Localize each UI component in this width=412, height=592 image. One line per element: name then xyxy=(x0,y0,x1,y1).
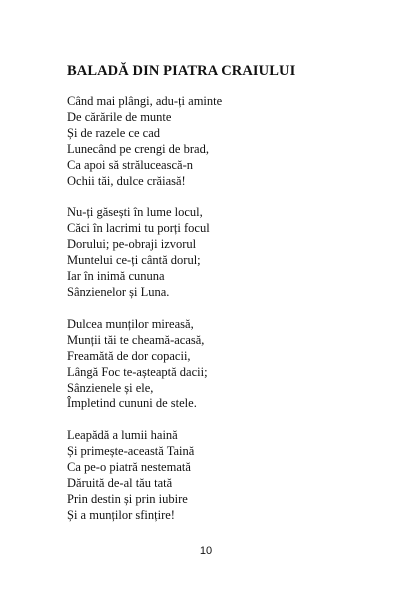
stanza xyxy=(67,428,367,523)
poem-line: Lângă Foc te-așteaptă dacii; xyxy=(67,364,208,379)
poem-line: Dăruită de-al tău tată xyxy=(67,476,173,491)
stanza xyxy=(67,205,367,300)
poem-line: Împletind cununi de stele. xyxy=(67,396,197,411)
poem-line: Și a munților sfințire! xyxy=(67,507,175,522)
poem-line: Ochii tăi, dulce crăiasă! xyxy=(67,173,186,188)
stanza xyxy=(67,94,367,189)
poem-line: Sânzienele și ele, xyxy=(67,380,154,395)
poem-line: De cărările de munte xyxy=(67,109,172,124)
poem-line: Dulcea munților mireasă, xyxy=(67,316,194,331)
poem-line: Dorului; pe-obraji izvorul xyxy=(67,237,197,252)
poem-body xyxy=(67,94,367,540)
poem-line: Nu-ți găsești în lume locul, xyxy=(67,205,203,220)
poem-line: Munții tăi te cheamă-acasă, xyxy=(67,332,205,347)
poem-line: Sânzienelor și Luna. xyxy=(67,284,170,299)
poem-line: Ca pe-o piatră nestemată xyxy=(67,460,191,475)
poem-line: Muntelui ce-ți cântă dorul; xyxy=(67,253,201,268)
stanza xyxy=(67,317,367,412)
poem-title: BALADĂ DIN PIATRA CRAIULUI xyxy=(67,63,296,79)
poem-line: Și de razele ce cad xyxy=(67,125,160,140)
page-number: 10 xyxy=(199,545,213,557)
poem-line: Iar în inimă cununa xyxy=(67,269,165,284)
poem-line: Căci în lacrimi tu porți focul xyxy=(67,221,210,236)
poem-line: Ca apoi să strălucească-n xyxy=(67,157,193,172)
poem-line: Când mai plângi, adu-ți aminte xyxy=(67,94,223,108)
poem-line: Lunecând pe crengi de brad, xyxy=(67,141,209,156)
poem-line: Leapădă a lumii haină xyxy=(67,428,178,443)
poem-line: Prin destin și prin iubire xyxy=(67,491,188,506)
poem-line: Și primește-această Taină xyxy=(67,444,195,459)
poem-line: Freamătă de dor copacii, xyxy=(67,348,191,363)
